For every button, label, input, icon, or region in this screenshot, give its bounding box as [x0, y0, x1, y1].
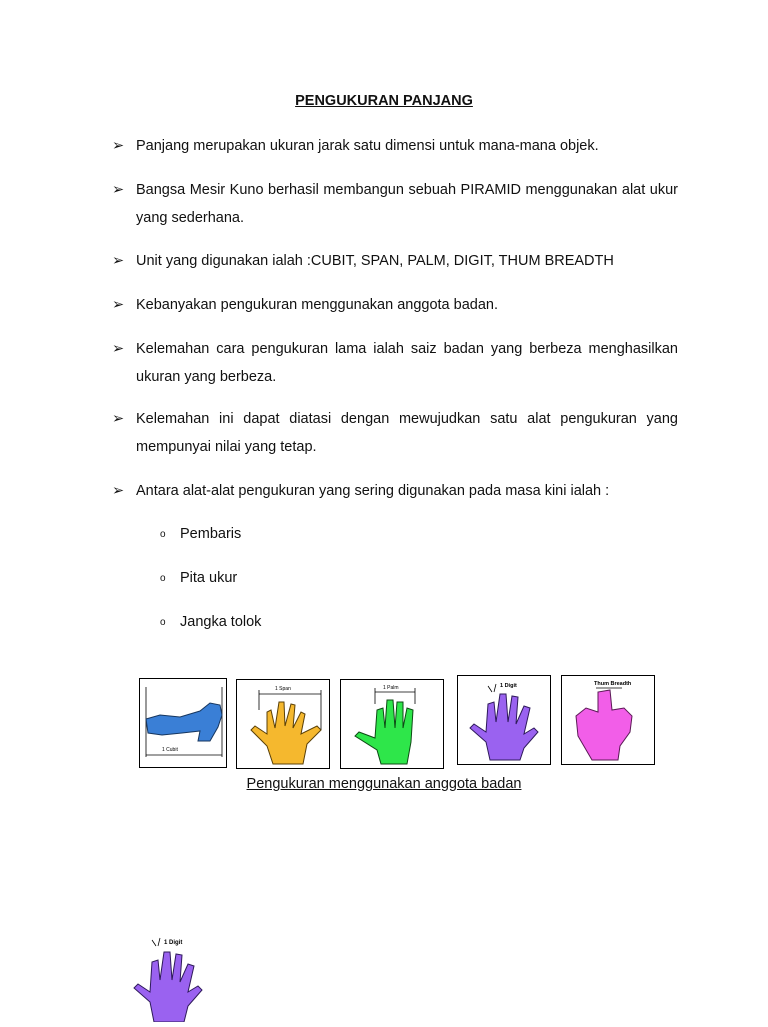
- bullet-item: [112, 477, 678, 505]
- palm-hand-icon: [341, 680, 443, 768]
- bullet-text: Antara alat-alat pengukuran yang sering digunakan pada masa kini ialah :: [136, 483, 610, 499]
- figure-label: Thum Breadth: [594, 681, 632, 687]
- hand-shape: [470, 694, 538, 760]
- tool-item: [160, 520, 241, 549]
- bullet-text: Bangsa Mesir Kuno berhasil membangun sebuah PIRAMID menggunakan alat ukur yang sederhana.: [136, 182, 678, 226]
- figure-caption: Pengukuran menggunakan anggota badan: [246, 776, 522, 792]
- figure-label: 1 Digit: [164, 940, 183, 946]
- bullet-item: [112, 291, 678, 319]
- cubit-arm-icon: [140, 679, 226, 767]
- bullet-item: [112, 335, 678, 391]
- bullet-item: [112, 247, 678, 275]
- bullet-item: [112, 132, 678, 160]
- figure-label: 1 Cubit: [162, 747, 178, 753]
- digit-hand-icon: [458, 676, 550, 764]
- bullet-text: Kelemahan ini dapat diatasi dengan mewujudkan satu alat pengukuran yang mempunyai nilai yang tetap.: [136, 411, 678, 455]
- bottom-digit-figure: [130, 936, 210, 1022]
- cubit-figure: [139, 678, 227, 768]
- circle-bullet-icon: o: [160, 529, 166, 540]
- hand-shape: [251, 702, 321, 764]
- circle-bullet-icon: o: [160, 617, 166, 628]
- figure-label: 1 Palm: [383, 685, 399, 691]
- arrow-bullet-icon: ➢: [112, 138, 125, 154]
- span-figure: [236, 679, 330, 769]
- hand-shape: [134, 952, 202, 1022]
- arrow-bullet-icon: ➢: [112, 182, 125, 198]
- bullet-text: Kebanyakan pengukuran menggunakan anggota badan.: [136, 297, 498, 313]
- hand-shape: [355, 700, 413, 764]
- bullet-text: Kelemahan cara pengukuran lama ialah saiz badan yang berbeza menghasilkan ukuran yang berbeza.: [136, 341, 678, 385]
- bullet-item: [112, 176, 678, 232]
- palm-figure: [340, 679, 444, 769]
- figure-label: 1 Digit: [500, 683, 517, 689]
- thumb-breadth-hand-icon: [562, 676, 654, 764]
- figure-label: 1 Span: [275, 686, 291, 692]
- tool-item: [160, 564, 237, 593]
- fist-shape: [576, 690, 632, 760]
- tool-label: Pembaris: [180, 526, 242, 542]
- arrow-bullet-icon: ➢: [112, 341, 125, 357]
- arrow-bullet-icon: ➢: [112, 411, 125, 427]
- arrow-bullet-icon: ➢: [112, 483, 125, 499]
- circle-bullet-icon: o: [160, 573, 166, 584]
- arrow-bullet-icon: ➢: [112, 253, 125, 269]
- tool-item: [160, 608, 261, 637]
- bullet-item: [112, 405, 678, 461]
- bullet-text: Panjang merupakan ukuran jarak satu dimensi untuk mana-mana objek.: [136, 138, 599, 154]
- tool-label: Pita ukur: [180, 570, 238, 586]
- span-hand-icon: [237, 680, 329, 768]
- arrow-bullet-icon: ➢: [112, 297, 125, 313]
- bullet-text: Unit yang digunakan ialah :CUBIT, SPAN, PALM, DIGIT, THUM BREADTH: [136, 253, 614, 269]
- arm-shape: [146, 703, 222, 741]
- digit-figure: [457, 675, 551, 765]
- thumb-breadth-figure: [561, 675, 655, 765]
- digit-hand-icon: [130, 936, 210, 1022]
- tool-label: Jangka tolok: [180, 614, 262, 630]
- page-title: PENGUKURAN PANJANG: [295, 93, 473, 109]
